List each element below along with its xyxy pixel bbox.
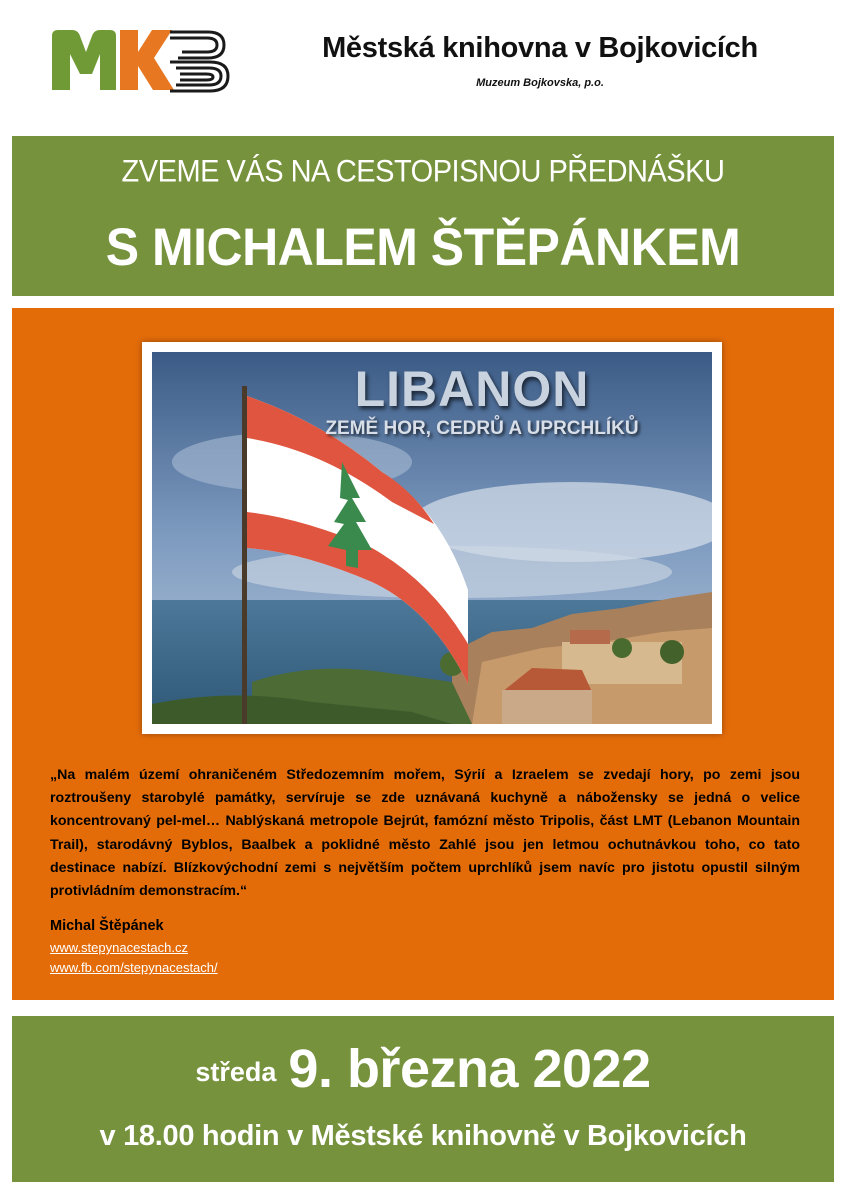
photo-title: LIBANON (354, 361, 590, 417)
facebook-link[interactable]: www.fb.com/stepynacestach/ (50, 960, 218, 975)
event-date-line (12, 1038, 834, 1100)
content-panel (12, 308, 834, 1000)
event-banner (12, 1016, 834, 1182)
event-weekday: středa (195, 1057, 277, 1087)
invite-banner (12, 136, 834, 296)
library-subtitle: Muzeum Bojkovska, p.o. (476, 77, 604, 89)
event-time-place: v 18.00 hodin v Městské knihovně v Bojkovicích (99, 1120, 747, 1152)
lebanon-photo (152, 352, 712, 724)
lecture-description: „Na malém území ohraničeném Středozemním mořem, Sýrií a Izraelem se zvedají hory, po zemi jsou roztroušeny starobylé památky, servíruje se zde uznávaná kuchyně a nábožensky se jedná o velice koncentrovaný pel-mel… Nablýskaná metropole Bejrút, famózní město Tripolis, část LMT (Lebanon Mountain Trail), starodávný Byblos, Baalbek a poklidné město Zahlé jsou jen letmou ochutnávkou toho, co tato destinace nabízí. Blízkovýchodní zemi s největším počtem uprchlíků jsem navíc pro jistotu opustil silným protivládním demonstracím.“ (50, 767, 800, 900)
speaker-heading: S MICHALEM ŠTĚPÁNKEM (105, 217, 741, 277)
author-name: Michal Štěpánek (50, 918, 164, 934)
photo-frame (142, 342, 722, 734)
website-link[interactable]: www.stepynacestach.cz (50, 940, 189, 955)
library-name: Městská knihovna v Bojkovicích (322, 32, 758, 64)
invite-heading: ZVEME VÁS NA CESTOPISNOU PŘEDNÁŠKU (121, 154, 725, 190)
photo-subtitle: ZEMĚ HOR, CEDRŮ A UPRCHLÍKŮ (325, 418, 639, 439)
event-date: 9. března 2022 (288, 1039, 651, 1099)
library-logo (52, 28, 232, 96)
logo-graphic (52, 28, 232, 96)
